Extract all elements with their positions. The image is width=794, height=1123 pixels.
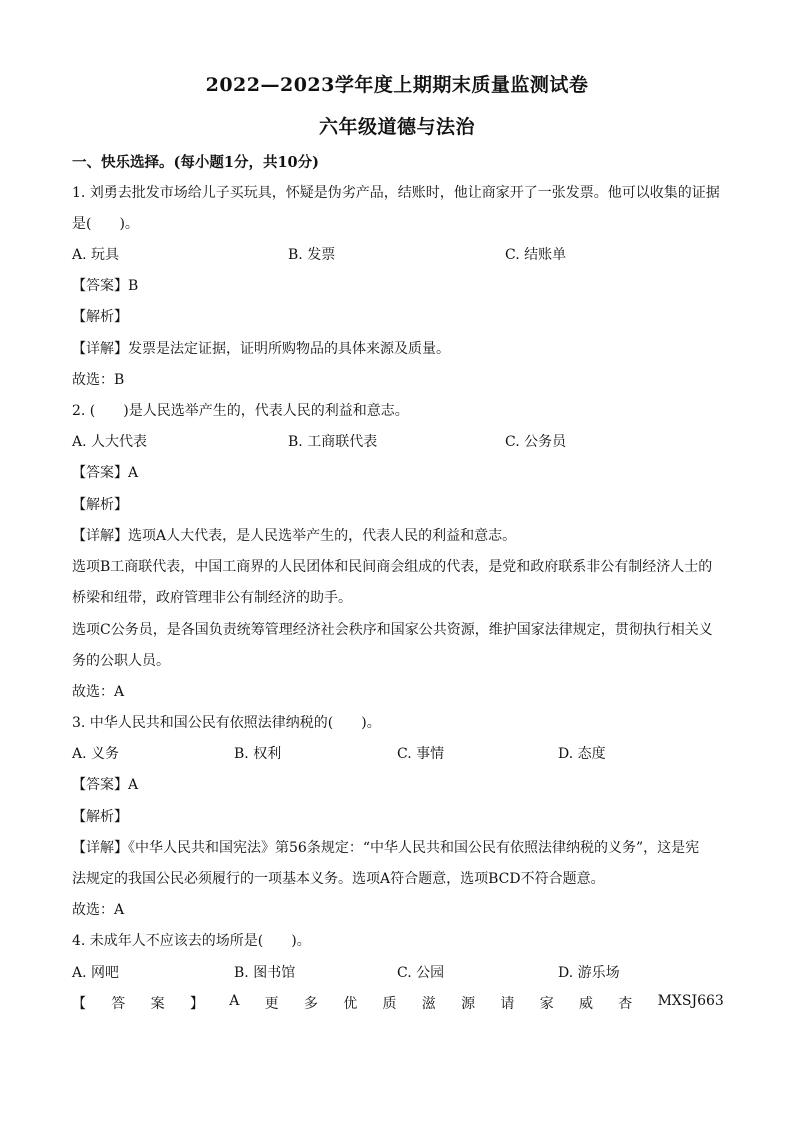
q3-detail-line2: 法规定的我国公民必须履行的一项基本义务。选项A符合题意，选项BCD不符合题意。	[72, 871, 605, 887]
footer-token: 杏	[618, 996, 633, 1012]
footer-token: 优	[343, 996, 358, 1012]
q3-option-d: D. 态度	[558, 746, 606, 762]
footer-token: 答	[111, 996, 126, 1012]
footer-token: 滋	[421, 996, 436, 1012]
q1-answer: 【答案】B	[72, 278, 139, 294]
footer-token: A	[229, 993, 240, 1009]
q2-option-b: B. 工商联代表	[288, 434, 378, 450]
footer-token: 】	[189, 996, 204, 1012]
q4-option-d: D. 游乐场	[558, 965, 620, 981]
q1-detail: 【详解】发票是法定证据，证明所购物品的具体来源及质量。	[72, 341, 450, 357]
q3-choice: 故选：A	[72, 902, 125, 918]
q4-option-c: C. 公园	[397, 965, 445, 981]
q2-option-a: A. 人大代表	[72, 434, 148, 450]
section-heading: 一、快乐选择。(每小题1分，共10分)	[72, 154, 319, 171]
q1-option-b: B. 发票	[288, 247, 336, 263]
footer-answer-line	[72, 993, 724, 1013]
exam-title: 2022—2023学年度上期期末质量监测试卷	[205, 74, 589, 96]
q3-option-a: A. 义务	[72, 746, 120, 762]
footer-code: MXSJ663	[657, 993, 724, 1009]
q1-analysis: 【解析】	[72, 309, 128, 325]
q2-answer: 【答案】A	[72, 465, 139, 481]
footer-token: 威	[578, 996, 593, 1012]
q3-detail-line1: 【详解】《中华人民共和国宪法》第56条规定：“中华人民共和国公民有依照法律纳税的义务”，这是宪	[72, 840, 700, 856]
q3-stem: 3. 中华人民共和国公民有依照法律纳税的( )。	[72, 715, 381, 731]
q2-option-c: C. 公务员	[505, 434, 567, 450]
q1-stem-line1: 1. 刘勇去批发市场给儿子买玩具，怀疑是伪劣产品，结账时，他让商家开了一张发票。他可以收集的证据	[72, 185, 720, 201]
footer-token: 质	[382, 996, 397, 1012]
q2-analysis: 【解析】	[72, 497, 128, 513]
q2-detail-line1: 【详解】选项A人大代表，是人民选举产生的，代表人民的利益和意志。	[72, 528, 517, 544]
q4-option-a: A. 网吧	[72, 965, 120, 981]
q4-stem: 4. 未成年人不应该去的场所是( )。	[72, 933, 311, 949]
q3-option-c: C. 事情	[397, 746, 445, 762]
q2-detail-line3: 桥梁和纽带，政府管理非公有制经济的助手。	[72, 590, 352, 606]
footer-token: 案	[150, 996, 165, 1012]
exam-subtitle: 六年级道德与法治	[318, 116, 475, 138]
q3-analysis: 【解析】	[72, 809, 128, 825]
q4-option-b: B. 图书馆	[234, 965, 296, 981]
q2-detail-line4: 选项C公务员，是各国负责统筹管理经济社会秩序和国家公共资源，维护国家法律规定，贯彻执行相关义	[72, 622, 713, 638]
footer-token: 更	[264, 996, 279, 1012]
q2-detail-line2: 选项B工商联代表，中国工商界的人民团体和民间商会组成的代表，是党和政府联系非公有制经济人士的	[72, 559, 713, 575]
q1-stem-line2: 是( )。	[72, 216, 139, 232]
q3-option-b: B. 权利	[234, 746, 282, 762]
q1-choice: 故选：B	[72, 372, 125, 388]
footer-token: 源	[461, 996, 476, 1012]
footer-token: 请	[500, 996, 515, 1012]
q2-stem: 2. ( )是人民选举产生的，代表人民的利益和意志。	[72, 403, 409, 419]
q3-answer: 【答案】A	[72, 777, 139, 793]
q1-option-c: C. 结账单	[505, 247, 567, 263]
q2-choice: 故选：A	[72, 684, 125, 700]
q1-option-a: A. 玩具	[72, 247, 120, 263]
footer-token: 家	[539, 996, 554, 1012]
q2-detail-line5: 务的公职人员。	[72, 653, 170, 669]
footer-token: 【	[72, 996, 86, 1012]
footer-token: 多	[303, 996, 318, 1012]
